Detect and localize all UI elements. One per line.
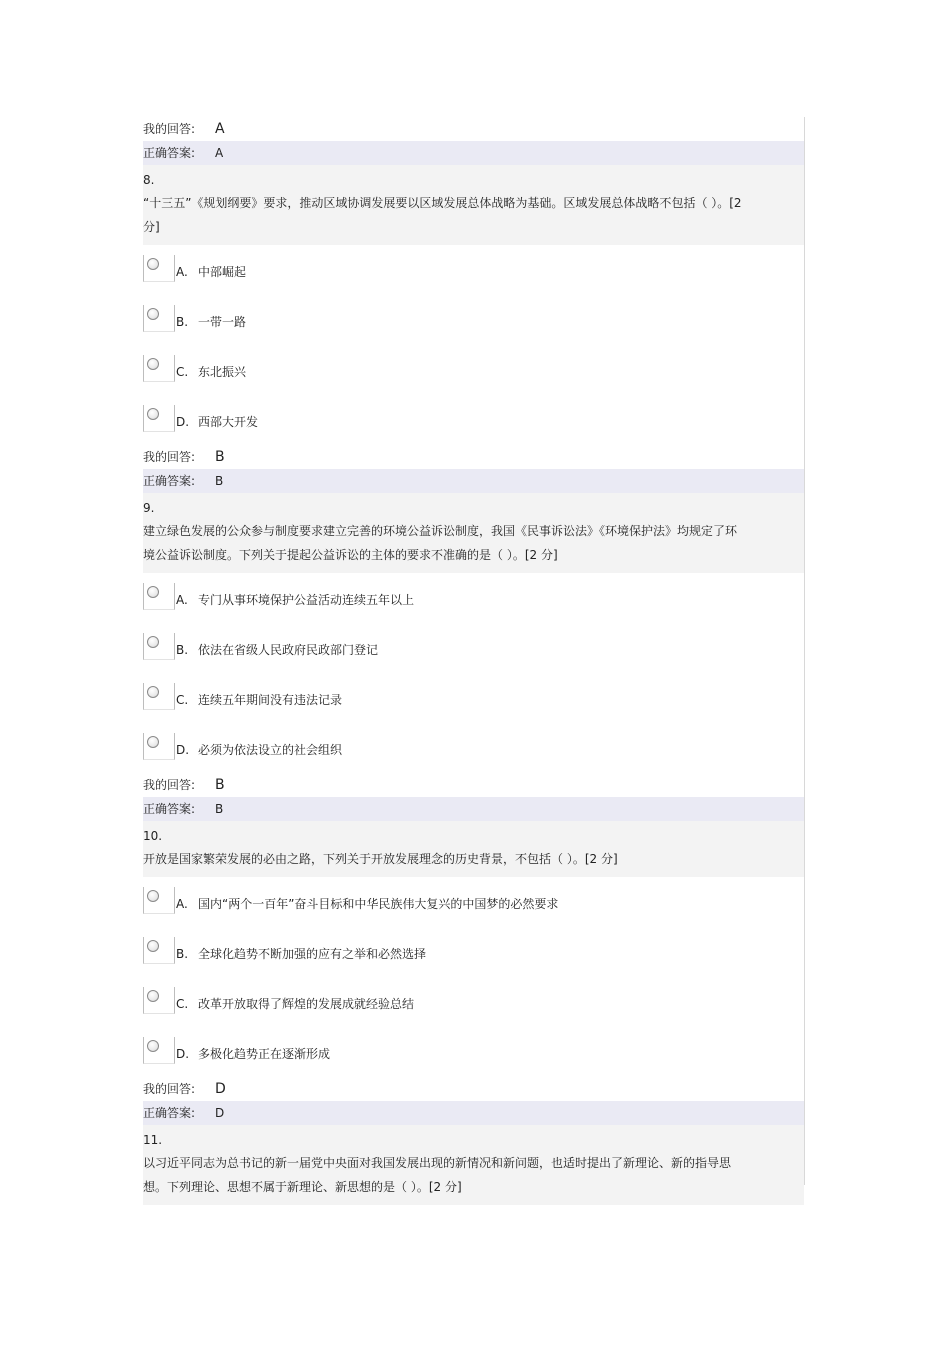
radio-frame (143, 255, 175, 282)
my-answer-row (143, 445, 804, 469)
option-b[interactable] (143, 927, 804, 977)
option-text: 西部大开发 (198, 415, 259, 429)
option-text: 全球化趋势不断加强的应有之举和必然选择 (198, 947, 427, 961)
radio-button[interactable] (147, 736, 159, 748)
option-text: 东北振兴 (198, 365, 247, 379)
radio-frame (143, 683, 175, 710)
correct-answer-label: 正确答案: (143, 802, 196, 816)
option-a[interactable] (143, 245, 804, 295)
option-c[interactable] (143, 977, 804, 1027)
option-text: 中部崛起 (198, 265, 247, 279)
question-header (143, 1125, 804, 1205)
radio-button[interactable] (147, 1040, 159, 1052)
option-letter: C. (176, 365, 189, 379)
option-letter: D. (176, 743, 190, 757)
option-d[interactable] (143, 723, 804, 773)
right-border-line (804, 117, 805, 1185)
radio-button[interactable] (147, 890, 159, 902)
option-text: 必须为依法设立的社会组织 (198, 743, 343, 757)
correct-answer-value: D (215, 1106, 225, 1120)
option-text: 多极化趋势正在逐渐形成 (198, 1047, 331, 1061)
radio-button[interactable] (147, 940, 159, 952)
option-letter: A. (176, 265, 188, 279)
question-text: “十三五”《规划纲要》要求，推动区域协调发展要以区域发展总体战略为基础。区域发展总体战略不包括（ ）。[2 分] (143, 196, 742, 234)
correct-answer-row (143, 141, 804, 165)
radio-frame (143, 405, 175, 432)
my-answer-label: 我的回答: (143, 778, 196, 792)
correct-answer-value: B (215, 474, 224, 488)
option-text: 国内“两个一百年”奋斗目标和中华民族伟大复兴的中国梦的必然要求 (198, 897, 559, 911)
question-header (143, 493, 804, 573)
question-number: 9. (143, 501, 155, 515)
my-answer-value: D (215, 1081, 226, 1097)
radio-frame (143, 355, 175, 382)
option-b[interactable] (143, 295, 804, 345)
radio-button[interactable] (147, 258, 159, 270)
option-d[interactable] (143, 395, 804, 445)
option-letter: A. (176, 897, 188, 911)
my-answer-row (143, 117, 804, 141)
radio-frame (143, 305, 175, 332)
my-answer-row (143, 773, 804, 797)
option-text: 改革开放取得了辉煌的发展成就经验总结 (198, 997, 415, 1011)
quiz-sheet (143, 117, 804, 1205)
radio-button[interactable] (147, 990, 159, 1002)
option-letter: D. (176, 415, 190, 429)
correct-answer-row (143, 469, 804, 493)
option-a[interactable] (143, 573, 804, 623)
radio-button[interactable] (147, 686, 159, 698)
question-number: 11. (143, 1133, 163, 1147)
option-letter: B. (176, 643, 189, 657)
option-b[interactable] (143, 623, 804, 673)
option-letter: B. (176, 947, 189, 961)
option-text: 一带一路 (198, 315, 247, 329)
question-header (143, 165, 804, 245)
my-answer-row (143, 1077, 804, 1101)
my-answer-value: B (215, 777, 225, 793)
my-answer-label: 我的回答: (143, 122, 196, 136)
correct-answer-row (143, 797, 804, 821)
question-number: 10. (143, 829, 163, 843)
question-text: 建立绿色发展的公众参与制度要求建立完善的环境公益诉讼制度，我国《民事诉讼法》《环境保护法》均规定了环境公益诉讼制度。下列关于提起公益诉讼的主体的要求不准确的是（ ）。[2 分] (143, 524, 738, 562)
option-c[interactable] (143, 673, 804, 723)
question-text: 开放是国家繁荣发展的必由之路，下列关于开放发展理念的历史背景，不包括（ ）。[2 分] (143, 852, 618, 866)
option-letter: C. (176, 997, 189, 1011)
radio-frame (143, 887, 175, 914)
option-text: 专门从事环境保护公益活动连续五年以上 (198, 593, 415, 607)
question-text: 以习近平同志为总书记的新一届党中央面对我国发展出现的新情况和新问题，也适时提出了新理论、新的指导思想。下列理论、思想不属于新理论、新思想的是（ ）。[2 分] (143, 1156, 732, 1194)
my-answer-value: A (215, 121, 225, 137)
question-header (143, 821, 804, 877)
my-answer-label: 我的回答: (143, 450, 196, 464)
radio-frame (143, 937, 175, 964)
radio-frame (143, 987, 175, 1014)
radio-frame (143, 733, 175, 760)
option-a[interactable] (143, 877, 804, 927)
radio-frame (143, 1037, 175, 1064)
option-letter: A. (176, 593, 188, 607)
correct-answer-label: 正确答案: (143, 1106, 196, 1120)
radio-button[interactable] (147, 358, 159, 370)
option-d[interactable] (143, 1027, 804, 1077)
question-number: 8. (143, 173, 155, 187)
correct-answer-value: A (215, 146, 224, 160)
correct-answer-row (143, 1101, 804, 1125)
radio-button[interactable] (147, 636, 159, 648)
my-answer-value: B (215, 449, 225, 465)
radio-frame (143, 633, 175, 660)
correct-answer-label: 正确答案: (143, 474, 196, 488)
radio-button[interactable] (147, 408, 159, 420)
option-c[interactable] (143, 345, 804, 395)
option-letter: C. (176, 693, 189, 707)
correct-answer-value: B (215, 802, 224, 816)
radio-button[interactable] (147, 586, 159, 598)
option-letter: D. (176, 1047, 190, 1061)
radio-button[interactable] (147, 308, 159, 320)
option-letter: B. (176, 315, 189, 329)
radio-frame (143, 583, 175, 610)
my-answer-label: 我的回答: (143, 1082, 196, 1096)
option-text: 依法在省级人民政府民政部门登记 (198, 643, 379, 657)
option-text: 连续五年期间没有违法记录 (198, 693, 343, 707)
correct-answer-label: 正确答案: (143, 146, 196, 160)
